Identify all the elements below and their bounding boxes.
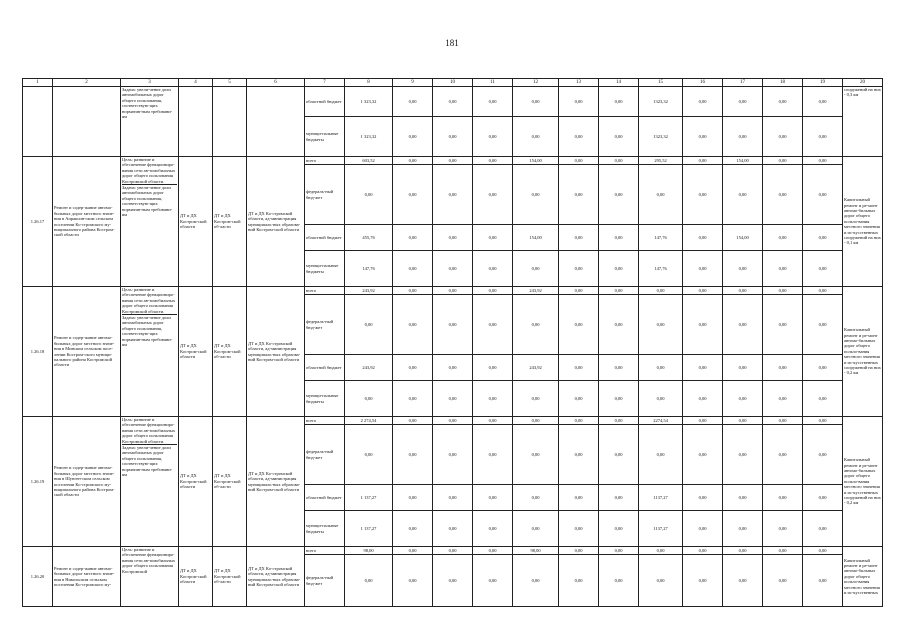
block-1.26.19-value-col-10: 0,00 [433,485,473,511]
block-1.26.18-value-col-13: 0,00 [559,381,599,417]
block-1.26.20-value-col-11: 0,00 [473,547,513,555]
block-1.26.17-value-col-17: 0,00 [723,251,763,287]
block-1.26.20-value-col-14: 0,00 [599,555,639,607]
block-1.26.19-value-col-16: 0,00 [683,485,723,511]
responsible-executor: ДТ и ДХ Костром-ской области [179,287,213,417]
block-1.26.17-value-col-11: 0,00 [473,225,513,251]
block-1.26.17-value-col-17: 154,00 [723,225,763,251]
block-1.26.19-funding-source: муници-пальные бюджеты [305,511,345,547]
block-1.26.17-value-col-10: 0,00 [433,225,473,251]
block-1.26.18-value-col-15: 0,00 [639,355,683,381]
block-1.26.19-value-col-8: 0,00 [345,425,393,485]
block-1.26.18-value-col-13: 0,00 [559,295,599,355]
block-1.26.18-value-col-9: 0,00 [393,355,433,381]
goal-text: Цель: развитие и обеспечение функциониро-вания сети ав-томобильных дорог общего пользования Костромской области. [122,417,176,444]
column-number: 1 [23,79,53,87]
program-table [22,78,883,607]
block-1.26.19-value-col-9: 0,00 [393,511,433,547]
result-text: сооружений на них - 0,3 км [843,87,883,157]
block-1.26.19-value-col-18: 0,00 [763,485,803,511]
block-1.26.20-value-col-16: 0,00 [683,555,723,607]
block-1.26.17-value-col-16: 0,00 [683,157,723,165]
executor: ДТ и ДХ Костром-ской об-ласти [213,287,247,417]
block-1.26.20-value-col-17: 0,00 [723,555,763,607]
item-name: Ремонт и содер-жание автомо-бильных дорог местного значе-ния в Минском сельском посе-лении Костром-ского муници-пального района Костромской области [53,287,121,417]
block-1.26.17-funding-source: муници-пальные бюджеты [305,251,345,287]
block-1.26.17-funding-source: всего [305,157,345,165]
column-number: 17 [723,79,763,87]
block-1.26.19-value-col-11: 0,00 [473,417,513,425]
block-1.26.17-value-col-15: 147,76 [639,251,683,287]
block-1.26.18-value-col-16: 0,00 [683,295,723,355]
goal-task-cell [121,547,179,607]
block-1.26.19-value-col-18: 0,00 [763,417,803,425]
block-1.26.17-value-col-14: 0,00 [599,157,639,165]
block-1.26.19-value-col-16: 0,00 [683,417,723,425]
empty-cell [247,87,305,157]
executor: ДТ и ДХ Костром-ской об-ласти [213,547,247,607]
cont-value-col-16: 0,00 [683,117,723,157]
goal-text: Цель: развитие и обеспечение функциониро-вания сети ав-томобильных дорог общего пользования Костромской области. [122,287,176,314]
block-1.26.18-value-col-11: 0,00 [473,381,513,417]
block-1.26.17-value-col-9: 0,00 [393,157,433,165]
cont-value-col-10: 0,00 [433,117,473,157]
block-1.26.18-value-col-19: 0,00 [803,381,843,417]
cont-value-col-8: 1 323,32 [345,117,393,157]
column-number: 12 [513,79,559,87]
block-1.26.19-value-col-17: 0,00 [723,417,763,425]
block-1.26.18-value-col-14: 0,00 [599,287,639,295]
block-1.26.18-funding-source: муници-пальные бюджеты [305,381,345,417]
block-1.26.17-value-col-8: 455,76 [345,225,393,251]
block-1.26.17-value-col-14: 0,00 [599,165,639,225]
block-1.26.19-value-col-19: 0,00 [803,425,843,485]
block-1.26.17-value-col-13: 0,00 [559,251,599,287]
block-1.26.20-funding-source: федераль-ный бюд-жет [305,555,345,607]
cont-value-col-14: 0,00 [599,87,639,117]
block-1.26.19-value-col-8: 1 137,27 [345,485,393,511]
block-1.26.18-value-col-9: 0,00 [393,287,433,295]
block-1.26.20-value-col-18: 0,00 [763,555,803,607]
block-1.26.19-value-col-9: 0,00 [393,425,433,485]
block-1.26.19-value-col-12: 0,00 [513,417,559,425]
result-text: Капитальный ремонт и ре-монт автомо-бильных дорог общего пользо-вания местного значения и ис-кусственных сооружений на них - 0,2 км [843,287,883,417]
cont-value-col-19: 0,00 [803,87,843,117]
block-1.26.18-value-col-10: 0,00 [433,381,473,417]
table-row [23,87,883,117]
block-1.26.17-value-col-15: 0,00 [639,165,683,225]
block-1.26.20-value-col-13: 0,00 [559,547,599,555]
block-1.26.18-value-col-15: 0,00 [639,287,683,295]
empty-cell [53,87,121,157]
responsible-executor: ДТ и ДХ Костром-ской области [179,417,213,547]
column-number: 18 [763,79,803,87]
block-1.26.18-value-col-12: 243,92 [513,287,559,295]
responsible-executor: ДТ и ДХ Костром-ской области [179,547,213,607]
cont-funding-source: областной бюджет [305,87,345,117]
table-row [23,417,883,425]
block-1.26.17-value-col-11: 0,00 [473,157,513,165]
block-1.26.17-value-col-13: 0,00 [559,225,599,251]
block-1.26.19-value-col-19: 0,00 [803,417,843,425]
block-1.26.20-value-col-15: 0,00 [639,555,683,607]
block-1.26.18-value-col-18: 0,00 [763,355,803,381]
cont-value-col-18: 0,00 [763,117,803,157]
block-1.26.20-value-col-16: 0,00 [683,547,723,555]
column-number: 3 [121,79,179,87]
item-number: 1.26.19 [23,417,53,547]
block-1.26.18-value-col-18: 0,00 [763,287,803,295]
participants: ДТ и ДХ Ко-стромской области, ад-министрация муниципаль-ных образова-ний Костром-ской области [247,157,305,287]
block-1.26.19-value-col-15: 1137,27 [639,511,683,547]
block-1.26.17-value-col-19: 0,00 [803,225,843,251]
block-1.26.18-value-col-16: 0,00 [683,355,723,381]
block-1.26.18-value-col-11: 0,00 [473,287,513,295]
column-number-row [23,79,883,87]
cont-value-col-11: 0,00 [473,87,513,117]
block-1.26.20-value-col-9: 0,00 [393,547,433,555]
block-1.26.18-value-col-8: 0,00 [345,295,393,355]
column-number: 10 [433,79,473,87]
block-1.26.17-value-col-12: 0,00 [513,165,559,225]
block-1.26.17-value-col-11: 0,00 [473,251,513,287]
block-1.26.17-value-col-14: 0,00 [599,225,639,251]
block-1.26.17-value-col-11: 0,00 [473,165,513,225]
cont-value-col-17: 0,00 [723,117,763,157]
block-1.26.18-value-col-17: 0,00 [723,287,763,295]
result-text: Капитальный ремонт и ре-монт автомо-бильных дорог общего пользо-вания местного значения и ис-кусственных сооружений на них - 0,1 км [843,157,883,287]
block-1.26.19-value-col-9: 0,00 [393,485,433,511]
block-1.26.18-value-col-12: 243,92 [513,355,559,381]
cont-value-col-15: 1323,32 [639,87,683,117]
task-text: Задача: увели-чение доли автомобильных дорог общего пользования, соответствую-щих норматив-ным требовани-ям [122,184,177,217]
block-1.26.19-value-col-18: 0,00 [763,425,803,485]
block-1.26.17-value-col-13: 0,00 [559,157,599,165]
block-1.26.19-value-col-8: 2 274,54 [345,417,393,425]
block-1.26.19-value-col-12: 0,00 [513,511,559,547]
column-number: 2 [53,79,121,87]
item-number: 1.26.18 [23,287,53,417]
block-1.26.20-value-col-10: 0,00 [433,547,473,555]
cont-value-col-12: 0,00 [513,87,559,117]
block-1.26.19-value-col-13: 0,00 [559,425,599,485]
cont-value-col-18: 0,00 [763,87,803,117]
block-1.26.17-value-col-10: 0,00 [433,251,473,287]
block-1.26.19-value-col-14: 0,00 [599,511,639,547]
block-1.26.17-value-col-14: 0,00 [599,251,639,287]
block-1.26.19-value-col-8: 1 137,27 [345,511,393,547]
table-row [23,547,883,555]
block-1.26.18-value-col-18: 0,00 [763,295,803,355]
block-1.26.18-value-col-13: 0,00 [559,355,599,381]
block-1.26.18-value-col-17: 0,00 [723,381,763,417]
block-1.26.18-value-col-11: 0,00 [473,295,513,355]
block-1.26.19-value-col-13: 0,00 [559,417,599,425]
block-1.26.17-value-col-9: 0,00 [393,225,433,251]
block-1.26.20-value-col-11: 0,00 [473,555,513,607]
block-1.26.18-funding-source: областной бюджет [305,355,345,381]
cont-value-col-12: 0,00 [513,117,559,157]
cont-value-col-13: 0,00 [559,87,599,117]
result-text: Капитальный ремонт и ре-монт автомо-бильных дорог общего пользо-вания местного значения и ис-кусственных [843,547,883,607]
block-1.26.17-value-col-18: 0,00 [763,165,803,225]
executor: ДТ и ДХ Костром-ской об-ласти [213,417,247,547]
block-1.26.17-value-col-10: 0,00 [433,157,473,165]
block-1.26.19-value-col-11: 0,00 [473,425,513,485]
block-1.26.19-value-col-13: 0,00 [559,485,599,511]
participants: ДТ и ДХ Ко-стромской области, ад-министрация муниципаль-ных образова-ний Костром-ской области [247,417,305,547]
block-1.26.17-value-col-18: 0,00 [763,225,803,251]
column-number: 15 [639,79,683,87]
item-number: 1.26.20 [23,547,53,607]
block-1.26.19-value-col-19: 0,00 [803,511,843,547]
block-1.26.18-funding-source: федераль-ный бюд-жет [305,295,345,355]
block-1.26.19-value-col-11: 0,00 [473,511,513,547]
cont-value-col-9: 0,00 [393,117,433,157]
block-1.26.17-value-col-8: 147,76 [345,251,393,287]
block-1.26.17-value-col-15: 295,52 [639,157,683,165]
block-1.26.19-value-col-14: 0,00 [599,417,639,425]
block-1.26.19-value-col-10: 0,00 [433,417,473,425]
cont-value-col-11: 0,00 [473,117,513,157]
block-1.26.19-value-col-14: 0,00 [599,425,639,485]
block-1.26.17-value-col-16: 0,00 [683,165,723,225]
block-1.26.18-value-col-13: 0,00 [559,287,599,295]
block-1.26.17-value-col-16: 0,00 [683,251,723,287]
task-text: Задача: увели-чение доли автомобильных дорог общего пользования, соответствую-щих норматив-ным требовани-ям [122,444,177,477]
block-1.26.19-value-col-12: 0,00 [513,425,559,485]
block-1.26.20-value-col-9: 0,00 [393,555,433,607]
block-1.26.20-value-col-8: 0,00 [345,555,393,607]
block-1.26.18-value-col-15: 0,00 [639,381,683,417]
task-text: Задача: увели-чение доли автомобильных дорог общего пользования, соответствую-щих норматив-ным требовани-ям [122,314,177,347]
responsible-executor: ДТ и ДХ Костром-ской области [179,157,213,287]
cont-funding-source: муници-пальные бюджеты [305,117,345,157]
block-1.26.17-value-col-17: 154,00 [723,157,763,165]
block-1.26.20-value-col-19: 0,00 [803,555,843,607]
block-1.26.19-funding-source: федераль-ный бюд-жет [305,425,345,485]
block-1.26.18-value-col-19: 0,00 [803,355,843,381]
block-1.26.17-value-col-17: 0,00 [723,165,763,225]
block-1.26.19-value-col-18: 0,00 [763,511,803,547]
item-name: Ремонт и содер-жание автомо-бильных дорог местного значе-ния в Апраксин-ском сельском поселении Ко-стромского му-ниципального района Костром-ской области [53,157,121,287]
block-1.26.18-value-col-16: 0,00 [683,381,723,417]
block-1.26.18-value-col-12: 0,00 [513,381,559,417]
block-1.26.17-value-col-19: 0,00 [803,165,843,225]
block-1.26.20-value-col-12: 0,00 [513,555,559,607]
block-1.26.20-value-col-12: 98,00 [513,547,559,555]
block-1.26.18-value-col-10: 0,00 [433,295,473,355]
block-1.26.18-value-col-18: 0,00 [763,381,803,417]
block-1.26.18-value-col-8: 0,00 [345,381,393,417]
block-1.26.17-value-col-18: 0,00 [763,251,803,287]
column-number: 20 [843,79,883,87]
block-1.26.18-value-col-8: 243,92 [345,355,393,381]
participants: ДТ и ДХ Ко-стромской области, ад-министрация муниципаль-ных образова-ний Костром-ской области [247,547,305,607]
cont-value-col-10: 0,00 [433,87,473,117]
cont-value-col-13: 0,00 [559,117,599,157]
goal-task-cell [121,417,179,547]
task-text: Задача: увели-чение доли автомобильных дорог общего пользования, соответствую-щих норматив-ным требовани-ям [121,87,179,157]
block-1.26.18-value-col-19: 0,00 [803,287,843,295]
empty-cell [213,87,247,157]
block-1.26.17-value-col-12: 154,00 [513,225,559,251]
block-1.26.19-value-col-14: 0,00 [599,485,639,511]
item-name: Ремонт и содер-жание автомо-бильных дорог местного значе-ния в Шунген-ском сельском поселении Ко-стромского му-ниципального района Костром-ской области [53,417,121,547]
block-1.26.18-value-col-11: 0,00 [473,355,513,381]
block-1.26.19-value-col-17: 0,00 [723,425,763,485]
block-1.26.19-value-col-12: 0,00 [513,485,559,511]
cont-value-col-17: 0,00 [723,87,763,117]
block-1.26.20-value-col-17: 0,00 [723,547,763,555]
block-1.26.18-value-col-15: 0,00 [639,295,683,355]
block-1.26.18-value-col-10: 0,00 [433,287,473,295]
page-number: 181 [445,38,459,48]
block-1.26.17-value-col-9: 0,00 [393,251,433,287]
result-text: Капитальный ремонт и ре-монт автомо-бильных дорог общего пользо-вания местного значения и ис-кусственных сооружений на них - 0,2 км [843,417,883,547]
block-1.26.20-funding-source: всего [305,547,345,555]
executor: ДТ и ДХ Костром-ской об-ласти [213,157,247,287]
block-1.26.20-value-col-14: 0,00 [599,547,639,555]
block-1.26.18-value-col-9: 0,00 [393,381,433,417]
block-1.26.18-value-col-9: 0,00 [393,295,433,355]
block-1.26.19-value-col-13: 0,00 [559,511,599,547]
block-1.26.18-value-col-17: 0,00 [723,355,763,381]
cont-value-col-15: 1323,32 [639,117,683,157]
goal-task-cell [121,157,179,287]
block-1.26.20-value-col-13: 0,00 [559,555,599,607]
block-1.26.19-funding-source: всего [305,417,345,425]
block-1.26.18-value-col-12: 0,00 [513,295,559,355]
block-1.26.18-value-col-17: 0,00 [723,295,763,355]
block-1.26.17-value-col-13: 0,00 [559,165,599,225]
block-1.26.18-value-col-14: 0,00 [599,295,639,355]
participants: ДТ и ДХ Ко-стромской области, ад-министрация муниципаль-ных образова-ний Костром-ской области [247,287,305,417]
goal-text: Цель: развитие и обеспечение функциониро-вания сети ав-томобильных дорог общего пользования Костромской области. [122,157,176,184]
goal-task-cell [121,287,179,417]
cont-value-col-9: 0,00 [393,87,433,117]
column-number: 5 [213,79,247,87]
column-number: 9 [393,79,433,87]
block-1.26.18-value-col-16: 0,00 [683,287,723,295]
column-number: 6 [247,79,305,87]
block-1.26.17-value-col-9: 0,00 [393,165,433,225]
block-1.26.19-value-col-10: 0,00 [433,511,473,547]
empty-cell [23,87,53,157]
block-1.26.20-value-col-15: 0,00 [639,547,683,555]
cont-value-col-8: 1 323,32 [345,87,393,117]
block-1.26.19-value-col-15: 2274,54 [639,417,683,425]
block-1.26.17-value-col-18: 0,00 [763,157,803,165]
empty-cell [179,87,213,157]
block-1.26.18-value-col-8: 243,92 [345,287,393,295]
block-1.26.18-funding-source: всего [305,287,345,295]
block-1.26.19-value-col-10: 0,00 [433,425,473,485]
block-1.26.20-value-col-19: 0,00 [803,547,843,555]
block-1.26.20-value-col-18: 0,00 [763,547,803,555]
block-1.26.17-value-col-15: 147,76 [639,225,683,251]
cont-value-col-19: 0,00 [803,117,843,157]
block-1.26.20-value-col-8: 98,00 [345,547,393,555]
table-row [23,287,883,295]
block-1.26.18-value-col-14: 0,00 [599,381,639,417]
block-1.26.17-value-col-10: 0,00 [433,165,473,225]
block-1.26.19-value-col-17: 0,00 [723,485,763,511]
block-1.26.19-funding-source: областной бюджет [305,485,345,511]
column-number: 14 [599,79,639,87]
block-1.26.17-funding-source: областной бюджет [305,225,345,251]
column-number: 7 [305,79,345,87]
block-1.26.19-value-col-17: 0,00 [723,511,763,547]
block-1.26.19-value-col-15: 0,00 [639,425,683,485]
block-1.26.17-value-col-19: 0,00 [803,251,843,287]
block-1.26.17-funding-source: федераль-ный бюд-жет [305,165,345,225]
column-number: 8 [345,79,393,87]
item-number: 1.26.17 [23,157,53,287]
column-number: 13 [559,79,599,87]
block-1.26.18-value-col-14: 0,00 [599,355,639,381]
column-number: 19 [803,79,843,87]
column-number: 16 [683,79,723,87]
cont-value-col-14: 0,00 [599,117,639,157]
block-1.26.18-value-col-19: 0,00 [803,295,843,355]
block-1.26.19-value-col-15: 1137,27 [639,485,683,511]
column-number: 4 [179,79,213,87]
block-1.26.17-value-col-16: 0,00 [683,225,723,251]
block-1.26.17-value-col-12: 154,00 [513,157,559,165]
block-1.26.17-value-col-12: 0,00 [513,251,559,287]
block-1.26.19-value-col-16: 0,00 [683,425,723,485]
block-1.26.19-value-col-9: 0,00 [393,417,433,425]
block-1.26.17-value-col-8: 603,52 [345,157,393,165]
block-1.26.19-value-col-16: 0,00 [683,511,723,547]
column-number: 11 [473,79,513,87]
item-name: Ремонт и содер-жание автомо-бильных дорог местного значе-ния в Никольском сельском поселении Ко-стромского му- [53,547,121,607]
table-row [23,157,883,165]
block-1.26.17-value-col-8: 0,00 [345,165,393,225]
cont-value-col-16: 0,00 [683,87,723,117]
goal-text: Цель: развитие и обеспечение функциониро-вания сети ав-томобильных дорог общего пользования Костромской [122,547,176,574]
block-1.26.18-value-col-10: 0,00 [433,355,473,381]
block-1.26.19-value-col-19: 0,00 [803,485,843,511]
block-1.26.19-value-col-11: 0,00 [473,485,513,511]
block-1.26.17-value-col-19: 0,00 [803,157,843,165]
block-1.26.20-value-col-10: 0,00 [433,555,473,607]
